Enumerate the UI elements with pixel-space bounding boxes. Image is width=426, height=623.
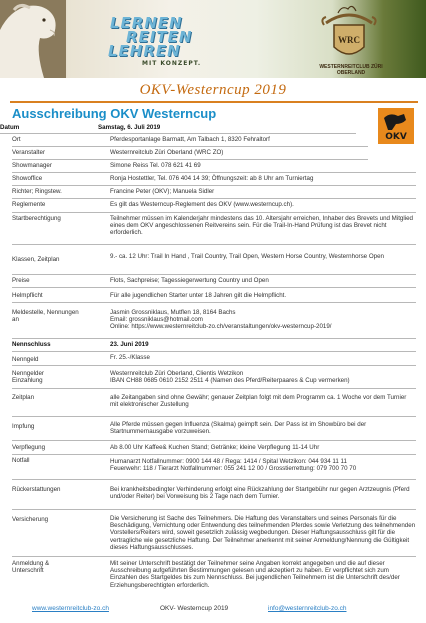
row-notfall bbox=[12, 455, 416, 480]
row-value: Pferdesportanlage Barmatt, Am Talbach 1, 8320 Fehraltorf bbox=[110, 136, 270, 143]
row-value: Samstag, 6. Juli 2019 bbox=[98, 124, 161, 131]
row-label: Klassen, Zeitplan bbox=[12, 256, 60, 263]
row-verpflegung bbox=[12, 441, 416, 455]
row-label: Reglemente bbox=[12, 201, 46, 208]
okv-logo-icon bbox=[378, 108, 414, 144]
row-startberechtigung bbox=[12, 213, 416, 245]
row-datum bbox=[0, 122, 356, 134]
row-value: Die Versicherung ist Sache des Teilnehmers. Die Haftung des Veranstalters und seines Personals für die Beschädigung, Vernichtung oder Entwendung des teilnehmenden Pferdes sowie Verletzung des teilnehmenden Vorstellers/Reiters wird, soweit gesetzlich zulässig wegbedungen. Dieser Haftungsausschluss gilt für die vertragliche wie gesetzliche Haftung. Der Teilnehmer anerkennt mit seiner Anmeldung/Nennung die Gültigkeit dieses Haftungsausschlusses. bbox=[110, 515, 416, 551]
row-label: Veranstalter bbox=[12, 149, 46, 156]
row-rueckerstattungen bbox=[12, 480, 416, 510]
row-label: Showmanager bbox=[12, 162, 52, 169]
row-value: Westernreitclub Züri Oberland (WRC ZO) bbox=[110, 149, 224, 156]
row-label: Verpflegung bbox=[12, 444, 46, 451]
row-nenngeld bbox=[12, 352, 416, 366]
row-label: Startberechtigung bbox=[12, 215, 61, 222]
row-label: Zeitplan bbox=[12, 394, 35, 401]
row-label: Nenngeld bbox=[12, 356, 39, 363]
row-value: Flots, Sachpreise; Tagessiegerwertung Country und Open bbox=[110, 277, 269, 284]
row-value: 23. Juni 2019 bbox=[110, 341, 149, 348]
row-label: Ort bbox=[12, 136, 21, 143]
section-heading: Ausschreibung OKV Westerncup bbox=[12, 106, 217, 121]
row-value: Humanarzt Notfallnummer: 0900 144 48 / Rega: 1414 / Spital Wetzikon: 044 934 11 11 Feuerwehr: 118 / Tierarzt Notfallnummer: 055 241 12 00 / Grosstierrettung: 079 700 70 70 bbox=[110, 458, 357, 473]
row-richter bbox=[12, 186, 416, 199]
title-rule bbox=[10, 101, 418, 103]
row-klassen bbox=[12, 245, 416, 275]
horse-photo bbox=[0, 0, 66, 78]
row-value: Ab 8.00 Uhr Kaffee& Kuchen Stand; Getränke; kleine Verpflegung 11-14 Uhr bbox=[110, 444, 320, 451]
row-showoffice bbox=[12, 173, 416, 186]
row-value: Für alle jugendlichen Starter unter 18 Jahren gilt die Helmpflicht. bbox=[110, 292, 287, 299]
row-helmpflicht bbox=[12, 288, 416, 303]
row-label: Meldestelle, Nennungen an bbox=[12, 309, 79, 324]
row-value: 9.- ca. 12 Uhr: Trail In Hand , Trail Country, Trail Open, Western Horse Country, Westernhorse Open bbox=[110, 253, 384, 260]
row-label: Datum bbox=[0, 124, 20, 131]
row-value: Simone Reiss Tel. 078 621 41 69 bbox=[110, 162, 201, 169]
row-label: Notfall bbox=[12, 457, 30, 464]
row-value: Bei krankheitsbedingter Verhinderung erfolgt eine Rückzahlung der Startgebühr nur gegen Arztzeugnis (Pferd und/oder Reiter) bei Vorweisung bis 2 Tage nach dem Turnier. bbox=[110, 486, 410, 501]
row-label: Richter; Ringstew. bbox=[12, 188, 62, 195]
row-label: Versicherung bbox=[12, 516, 49, 523]
crest-letters: WRC bbox=[338, 35, 360, 45]
row-veranstalter bbox=[12, 147, 368, 160]
row-value: Fr. 25.-/Klasse bbox=[110, 354, 150, 361]
row-ort bbox=[12, 134, 368, 147]
logo-word-2: REITEN bbox=[126, 28, 193, 46]
row-value: Teilnehmer müssen im Kalenderjahr mindestens das 10. Altersjahr erreichen, Inhaber des Brevets und Mitglied eines dem OKV angeschlossenen Reitvereins sein. Für die Trail-In-Hand Prüfung ist das Brevet nicht erforderlich. bbox=[110, 215, 413, 237]
row-value: Westernreitclub Züri Oberland, Clientis Wetzikon IBAN CH88 0685 0610 2152 2511 4 (Namen des Pferd/Reiterpaares & Cup vermerken) bbox=[110, 370, 350, 385]
row-showmanager bbox=[12, 160, 416, 173]
row-value: Francine Peter (OKV); Manuela Sidler bbox=[110, 188, 215, 195]
row-label: Nenngelder Einzahlung bbox=[12, 370, 44, 385]
page-title: OKV-Westerncup 2019 bbox=[139, 82, 287, 98]
logo-word-1: LERNEN bbox=[110, 14, 183, 32]
row-value: Mit seiner Unterschrift bestätigt der Teilnehmer seine Angaben korrekt angegeben und die auf dieser Ausschreibung aufgeführten Bestimmungen gelesen und akzeptiert zu haben. Er verpflichtet sich zum Einzahlen des Startgeldes bis zum Nennschluss. Bei jugendlichen Teilnehmern ist die Unterschrift des/der Erziehungsberechtigten erforderlich. bbox=[110, 560, 400, 589]
row-value: Alle Pferde müssen gegen Influenza (Skalma) geimpft sein. Der Pass ist im Showbüro bei der Startnummernausgabe vorzuweisen. bbox=[110, 421, 367, 436]
logo-tagline: MIT KONZEPT. bbox=[142, 60, 202, 67]
footer-center-text: OKV- Westerncup 2019 bbox=[160, 605, 229, 612]
row-value: alle Zeitangaben sind ohne Gewähr; genauer Zeitplan folgt mit dem Programm ca. 1 Woche vor dem Turnier mit elektronischer Zustellung bbox=[110, 394, 407, 409]
row-label: Preise bbox=[12, 277, 30, 284]
row-nenngelder bbox=[12, 366, 416, 389]
row-label: Anmeldung & Unterschrift bbox=[12, 560, 50, 575]
header-banner bbox=[0, 0, 426, 78]
logo-word-3: LEHREN bbox=[108, 42, 181, 60]
row-anmeldung bbox=[12, 557, 416, 593]
row-impfung bbox=[12, 417, 416, 441]
row-nennschluss bbox=[12, 339, 416, 352]
row-label: Helmpflicht bbox=[12, 292, 43, 299]
footer-website-link[interactable]: www.westernreitclub-zo.ch bbox=[32, 605, 109, 612]
row-meldestelle bbox=[12, 303, 416, 339]
brand-logo bbox=[98, 10, 238, 72]
footer-email-link[interactable]: info@westernreitclub-zo.ch bbox=[268, 605, 347, 612]
okv-logo-text: OKV bbox=[385, 132, 407, 142]
row-value: Jasmin Grossniklaus, Mutflen 18, 8164 Bachs Email: grossniklaus@hotmail.com Online: https://www.westernreitclub-zo.ch/veranstaltungen/okv-westerncup-2019/ bbox=[110, 309, 332, 331]
row-value: Es gilt das Westerncup-Reglement des OKV (www.westerncup.ch). bbox=[110, 201, 294, 208]
row-label: Showoffice bbox=[12, 175, 43, 182]
row-label: Impfung bbox=[12, 423, 35, 430]
row-label: Nennschluss bbox=[12, 341, 51, 348]
row-reglemente bbox=[12, 199, 416, 213]
club-name: WESTERNREITCLUB ZÜRI OBERLAND bbox=[319, 64, 383, 76]
row-preise bbox=[12, 275, 416, 288]
row-zeitplan bbox=[12, 389, 416, 417]
row-value: Ronja Hostettler, Tel. 076 404 14 39; Öffnungszeit: ab 8 Uhr am Turniertag bbox=[110, 175, 314, 182]
row-label: Rückerstattungen bbox=[12, 486, 61, 493]
row-versicherung bbox=[12, 510, 416, 557]
